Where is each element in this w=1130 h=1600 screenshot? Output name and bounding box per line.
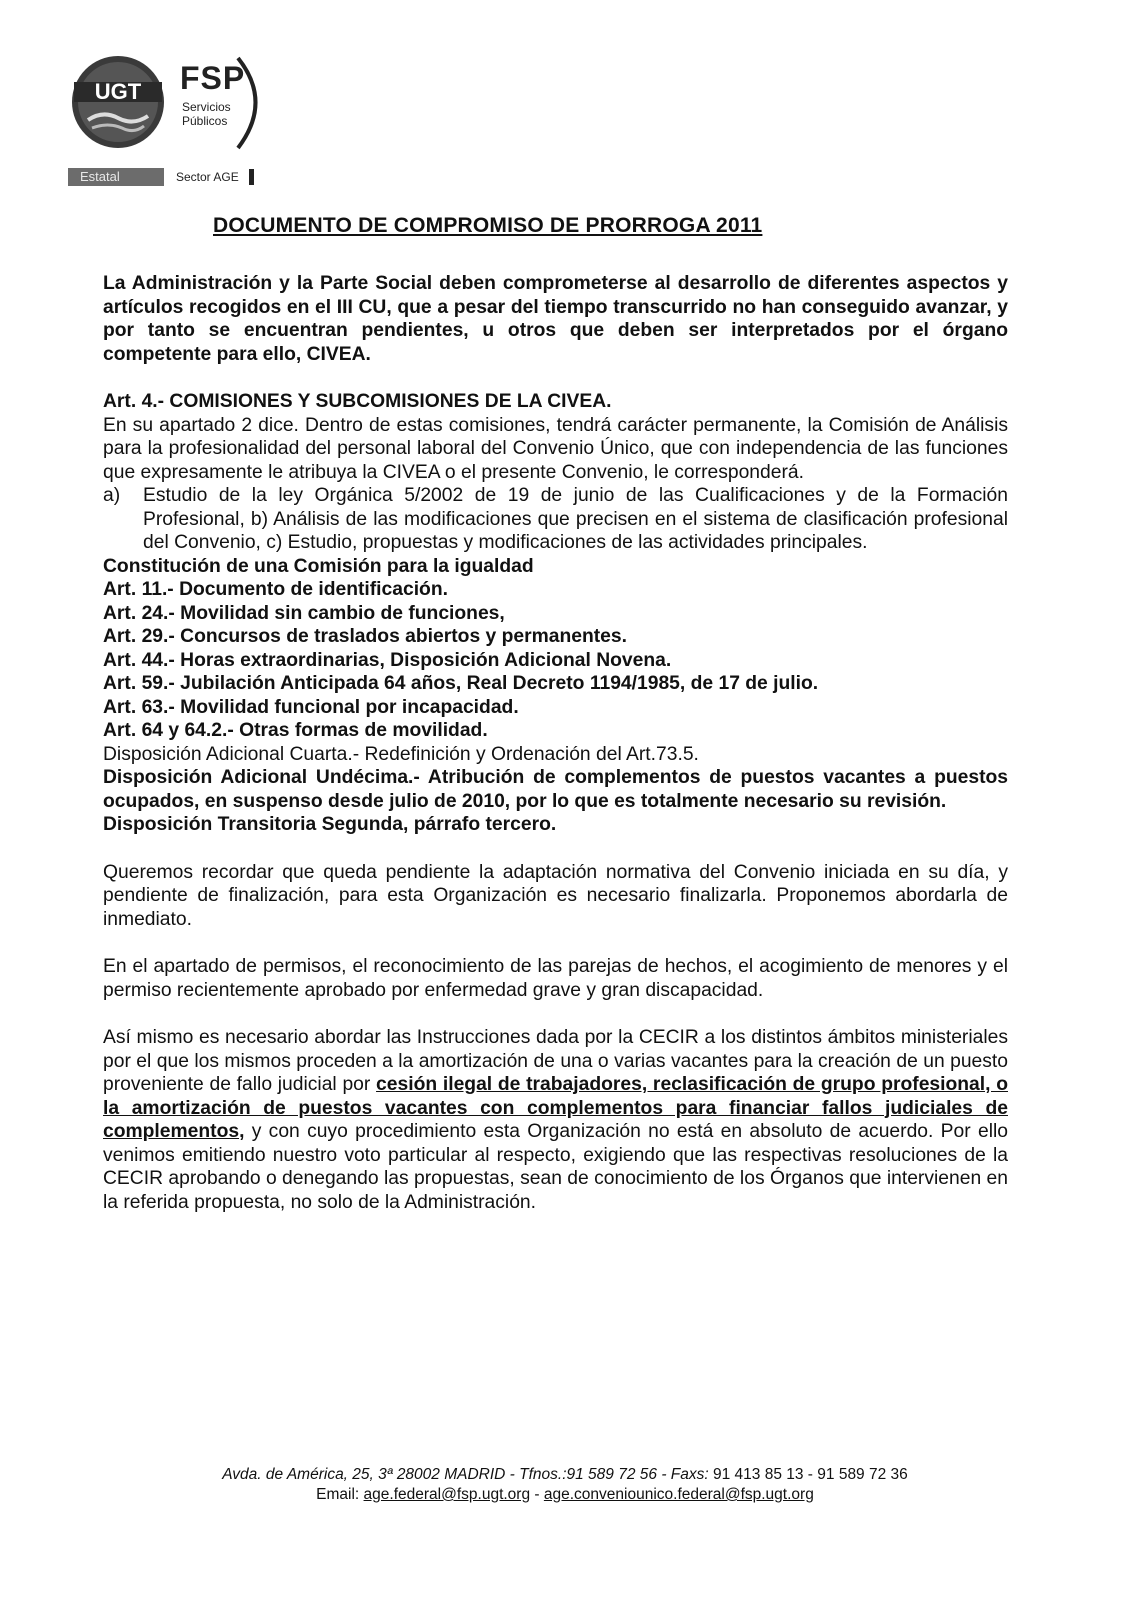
article-item: Art. 24.- Movilidad sin cambio de funciones, [103, 602, 505, 624]
art4-item-label: a) [103, 485, 121, 506]
intro-paragraph: La Administración y la Parte Social deben comprometerse al desarrollo de diferentes aspectos y artículos recogidos en el III CU, que a pesar del tiempo transcurrido no han conseguido avanzar, y por tanto se encuentran pendientes, u otros que deben ser interpretados por el órgano competente para ello, CIVEA. [103, 273, 1008, 365]
footer-address-line [0, 1465, 1130, 1485]
article-item: Art. 11.- Documento de identificación. [103, 579, 448, 600]
art4-heading: Art. 4.- COMISIONES Y SUBCOMISIONES DE LA CIVEA. [103, 391, 612, 412]
ugt-fsp-logo [68, 52, 278, 182]
estatal-badge: Estatal [68, 168, 164, 186]
article-item: Art. 64 y 64.2.- Otras formas de movilidad. [103, 720, 488, 741]
art4-list-item [103, 484, 1008, 555]
art4-item-text: Estudio de la ley Orgánica 5/2002 de 19 de junio de las Cualificaciones y de la Formación Profesional, b) Análisis de las modificaciones que precisen en el sistema de clasificación profesional del Convenio, c) Estudio, propuestas y modificaciones de las actividades principales. [143, 485, 1008, 553]
publicos-text: Públicos [182, 114, 228, 128]
footer-faxes: 91 413 85 13 - 91 589 72 36 [708, 1466, 908, 1483]
footer-address: Avda. de América, 25, 3ª 28002 MADRID - Tfnos.:91 589 72 56 - Faxs: [222, 1466, 709, 1483]
document-body [103, 272, 1008, 1214]
disposicion-transitoria-segunda: Disposición Transitoria Segunda, párrafo tercero. [103, 814, 557, 835]
footer-email-link-2[interactable]: age.conveniounico.federal@fsp.ugt.org [543, 1486, 814, 1503]
disposicion-adicional-undecima: Disposición Adicional Undécima.- Atribución de complementos de puestos vacantes a puestos ocupados, en suspenso desde julio de 2010, por lo que es totalmente necesario su revisión. [103, 767, 1008, 812]
art4-body: En su apartado 2 dice. Dentro de estas comisiones, tendrá carácter permanente, la Comisión de Análisis para la profesionalidad del personal laboral del Convenio Único, que con independencia de las funciones que expresamente le atribuya la CIVEA o el presente Convenio, le corresponderá. [103, 414, 1008, 483]
paragraph-adaptacion: Queremos recordar que queda pendiente la adaptación normativa del Convenio iniciada en su día, y pendiente de finalización, para esta Organización es necesario finalizarla. Proponemos abordarla de inmediato. [103, 861, 1008, 930]
footer [0, 1465, 1130, 1505]
paragraph-permisos: En el apartado de permisos, el reconocimiento de las parejas de hechos, el acogimiento de menores y el permiso recientemente aprobado por enfermedad grave y gran discapacidad. [103, 956, 1008, 1001]
cecir-text-start: Así mismo es necesario abordar las Instrucciones dada por la CECIR a los distintos ámbitos ministeriales por el que los mismos proceden a la amortización de una o varias vacantes para la creación de un puesto proveniente de fallo judicial por [103, 1027, 1008, 1095]
footer-email-link-1[interactable]: age.federal@fsp.ugt.org [363, 1486, 531, 1503]
article-item: Art. 29.- Concursos de traslados abiertos y permanentes. [103, 626, 627, 647]
sector-mark [249, 169, 254, 185]
ugt-logo-icon [68, 52, 278, 162]
cecir-text-end: y con cuyo procedimiento esta Organización no está en absoluto de acuerdo. Por ello venimos emitiendo nuestro voto particular al respecto, exigiendo que las respectivas resoluciones de la CECIR aprobando o denegando las propuestas, sean de conocimiento de los Órganos que intervienen en la referida propuesta, no solo de la Administración. [103, 1121, 1008, 1213]
sector-label: Sector AGE [176, 170, 239, 184]
servicios-publicos-label [182, 100, 231, 128]
footer-email-sep: - [530, 1486, 544, 1503]
disposicion-adicional-cuarta: Disposición Adicional Cuarta.- Redefinición y Ordenación del Art.73.5. [103, 743, 699, 765]
sector-bar [68, 168, 254, 186]
fsp-label: FSP [180, 60, 246, 96]
paragraph-cecir [103, 1026, 1008, 1214]
article-item: Constitución de una Comisión para la igualdad [103, 555, 534, 577]
cecir-underlined-text: cesión ilegal de trabajadores, reclasificación de grupo profesional, o la amortización de puestos vacantes con complementos para financiar fallos judiciales de complementos, [103, 1074, 1008, 1142]
servicios-text: Servicios [182, 100, 231, 114]
footer-email-label: Email: [316, 1486, 364, 1503]
article-item: Art. 59.- Jubilación Anticipada 64 años, Real Decreto 1194/1985, de 17 de julio. [103, 673, 819, 694]
article-item: Art. 63.- Movilidad funcional por incapacidad. [103, 696, 519, 718]
document-title: DOCUMENTO DE COMPROMISO DE PRORROGA 2011 [213, 214, 763, 237]
article-item: Art. 44.- Horas extraordinarias, Disposición Adicional Novena. [103, 649, 672, 671]
svg-text:UGT: UGT [94, 79, 142, 104]
footer-email-line [0, 1485, 1130, 1505]
